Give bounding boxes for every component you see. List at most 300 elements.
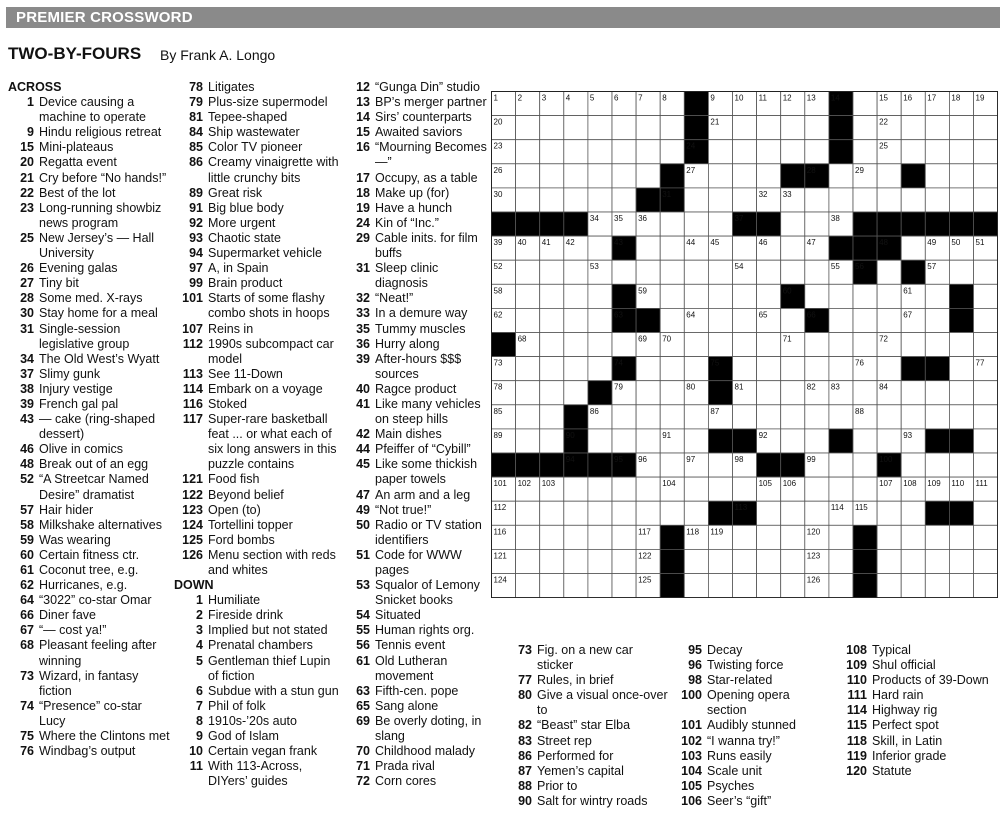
grid-cell[interactable] xyxy=(564,164,588,188)
grid-cell[interactable] xyxy=(540,501,564,525)
grid-cell[interactable] xyxy=(588,164,612,188)
grid-cell[interactable] xyxy=(588,236,612,260)
grid-cell[interactable] xyxy=(733,236,757,260)
grid-cell[interactable] xyxy=(612,260,636,284)
clue-item[interactable] xyxy=(8,669,170,699)
clue-item[interactable] xyxy=(8,261,170,276)
clue-item[interactable] xyxy=(8,608,170,623)
grid-cell[interactable] xyxy=(949,574,973,598)
clue-item[interactable] xyxy=(502,734,670,749)
clue-item[interactable] xyxy=(8,382,170,397)
clue-item[interactable] xyxy=(345,110,488,125)
grid-cell[interactable] xyxy=(660,236,684,260)
grid-cell[interactable] xyxy=(805,429,829,453)
clue-item[interactable] xyxy=(345,654,488,684)
clue-item[interactable] xyxy=(345,548,488,578)
clue-item[interactable] xyxy=(174,654,344,684)
grid-cell[interactable] xyxy=(636,260,660,284)
clue-item[interactable] xyxy=(174,744,344,759)
clue-item[interactable] xyxy=(8,231,170,261)
grid-cell[interactable] xyxy=(877,188,901,212)
grid-cell[interactable] xyxy=(925,453,949,477)
grid-cell[interactable] xyxy=(901,333,925,357)
grid-cell[interactable] xyxy=(540,140,564,164)
grid-cell[interactable] xyxy=(708,212,732,236)
grid-cell[interactable] xyxy=(733,188,757,212)
grid-cell[interactable] xyxy=(757,333,781,357)
grid-cell[interactable] xyxy=(974,549,998,573)
grid-cell[interactable] xyxy=(925,525,949,549)
grid-cell[interactable] xyxy=(636,116,660,140)
clue-item[interactable] xyxy=(345,714,488,744)
grid-cell[interactable] xyxy=(588,574,612,598)
grid-cell[interactable] xyxy=(901,453,925,477)
grid-cell[interactable] xyxy=(829,164,853,188)
clue-item[interactable] xyxy=(8,171,170,186)
grid-cell[interactable] xyxy=(829,333,853,357)
grid-cell[interactable] xyxy=(564,284,588,308)
grid-cell[interactable] xyxy=(974,116,998,140)
grid-cell[interactable] xyxy=(974,405,998,429)
grid-cell[interactable] xyxy=(540,405,564,429)
grid-cell[interactable] xyxy=(540,284,564,308)
grid-cell[interactable] xyxy=(516,381,540,405)
grid-cell[interactable] xyxy=(636,236,660,260)
grid-cell[interactable] xyxy=(974,333,998,357)
grid-cell[interactable] xyxy=(540,381,564,405)
grid-cell[interactable] xyxy=(684,405,708,429)
grid-cell[interactable] xyxy=(588,501,612,525)
clue-item[interactable] xyxy=(174,608,344,623)
grid-cell[interactable] xyxy=(949,260,973,284)
grid-cell[interactable] xyxy=(660,140,684,164)
grid-cell[interactable] xyxy=(829,453,853,477)
grid-cell[interactable] xyxy=(612,429,636,453)
grid-cell[interactable] xyxy=(853,453,877,477)
grid-cell[interactable] xyxy=(564,525,588,549)
grid-cell[interactable] xyxy=(925,333,949,357)
grid-cell[interactable] xyxy=(757,549,781,573)
grid-cell[interactable] xyxy=(564,260,588,284)
grid-cell[interactable] xyxy=(781,429,805,453)
clue-item[interactable] xyxy=(8,518,170,533)
clue-item[interactable] xyxy=(345,684,488,699)
grid-cell[interactable] xyxy=(588,549,612,573)
grid-cell[interactable] xyxy=(949,188,973,212)
grid-cell[interactable] xyxy=(612,501,636,525)
grid-cell[interactable] xyxy=(974,381,998,405)
grid-cell[interactable] xyxy=(708,260,732,284)
grid-cell[interactable] xyxy=(708,333,732,357)
clue-item[interactable] xyxy=(174,714,344,729)
clue-item[interactable] xyxy=(8,201,170,231)
grid-cell[interactable] xyxy=(636,140,660,164)
clue-item[interactable] xyxy=(8,125,170,140)
grid-cell[interactable] xyxy=(564,501,588,525)
clue-item[interactable] xyxy=(345,427,488,442)
clue-item[interactable] xyxy=(672,764,832,779)
grid-cell[interactable] xyxy=(901,549,925,573)
clue-item[interactable] xyxy=(174,533,344,548)
grid-cell[interactable] xyxy=(516,308,540,332)
clue-item[interactable] xyxy=(174,322,344,337)
clue-item[interactable] xyxy=(8,155,170,170)
grid-cell[interactable] xyxy=(660,381,684,405)
clue-item[interactable] xyxy=(8,472,170,502)
clue-item[interactable] xyxy=(502,749,670,764)
grid-cell[interactable] xyxy=(925,188,949,212)
grid-cell[interactable] xyxy=(612,405,636,429)
grid-cell[interactable] xyxy=(540,549,564,573)
grid-cell[interactable] xyxy=(516,116,540,140)
grid-cell[interactable] xyxy=(708,140,732,164)
clue-item[interactable] xyxy=(174,110,344,125)
grid-cell[interactable] xyxy=(540,116,564,140)
clue-item[interactable] xyxy=(502,643,670,673)
clue-item[interactable] xyxy=(8,352,170,367)
clue-item[interactable] xyxy=(672,718,832,733)
clue-item[interactable] xyxy=(8,533,170,548)
clue-item[interactable] xyxy=(838,764,1003,779)
grid-cell[interactable] xyxy=(974,164,998,188)
clue-item[interactable] xyxy=(672,643,832,658)
grid-cell[interactable] xyxy=(949,405,973,429)
grid-cell[interactable] xyxy=(757,574,781,598)
grid-cell[interactable] xyxy=(660,260,684,284)
clue-item[interactable] xyxy=(345,397,488,427)
clue-item[interactable] xyxy=(345,95,488,110)
grid-cell[interactable] xyxy=(660,284,684,308)
grid-cell[interactable] xyxy=(853,429,877,453)
grid-cell[interactable] xyxy=(636,477,660,501)
clue-item[interactable] xyxy=(502,688,670,718)
grid-cell[interactable] xyxy=(540,357,564,381)
grid-cell[interactable] xyxy=(588,333,612,357)
clue-item[interactable] xyxy=(838,658,1003,673)
grid-cell[interactable] xyxy=(733,140,757,164)
grid-cell[interactable] xyxy=(684,260,708,284)
grid-cell[interactable] xyxy=(757,140,781,164)
grid-cell[interactable] xyxy=(877,284,901,308)
clue-item[interactable] xyxy=(174,216,344,231)
grid-cell[interactable] xyxy=(636,405,660,429)
grid-cell[interactable] xyxy=(516,140,540,164)
clue-item[interactable] xyxy=(8,322,170,352)
grid-cell[interactable] xyxy=(516,549,540,573)
grid-cell[interactable] xyxy=(757,284,781,308)
grid-cell[interactable] xyxy=(901,381,925,405)
grid-cell[interactable] xyxy=(757,381,781,405)
grid-cell[interactable] xyxy=(925,116,949,140)
clue-item[interactable] xyxy=(174,186,344,201)
grid-cell[interactable] xyxy=(877,405,901,429)
clue-item[interactable] xyxy=(672,658,832,673)
clue-item[interactable] xyxy=(345,216,488,231)
grid-cell[interactable] xyxy=(636,429,660,453)
grid-cell[interactable] xyxy=(877,525,901,549)
grid-cell[interactable] xyxy=(733,284,757,308)
grid-cell[interactable] xyxy=(516,429,540,453)
grid-cell[interactable] xyxy=(733,333,757,357)
grid-cell[interactable] xyxy=(805,405,829,429)
grid-cell[interactable] xyxy=(660,405,684,429)
grid-cell[interactable] xyxy=(516,501,540,525)
clue-item[interactable] xyxy=(345,201,488,216)
grid-cell[interactable] xyxy=(588,140,612,164)
grid-cell[interactable] xyxy=(564,188,588,212)
grid-cell[interactable] xyxy=(708,284,732,308)
clue-item[interactable] xyxy=(8,412,170,442)
clue-item[interactable] xyxy=(838,718,1003,733)
clue-item[interactable] xyxy=(174,638,344,653)
grid-cell[interactable] xyxy=(781,212,805,236)
grid-cell[interactable] xyxy=(757,525,781,549)
clue-item[interactable] xyxy=(8,457,170,472)
grid-cell[interactable] xyxy=(974,429,998,453)
grid-cell[interactable] xyxy=(588,116,612,140)
grid-cell[interactable] xyxy=(877,501,901,525)
grid-cell[interactable] xyxy=(708,453,732,477)
grid-cell[interactable] xyxy=(925,381,949,405)
grid-cell[interactable] xyxy=(684,477,708,501)
clue-item[interactable] xyxy=(838,673,1003,688)
grid-cell[interactable] xyxy=(564,333,588,357)
grid-cell[interactable] xyxy=(974,188,998,212)
clue-item[interactable] xyxy=(8,623,170,638)
clue-item[interactable] xyxy=(174,155,344,185)
grid-cell[interactable] xyxy=(733,525,757,549)
clue-item[interactable] xyxy=(672,688,832,718)
clue-item[interactable] xyxy=(345,352,488,382)
clue-item[interactable] xyxy=(174,593,344,608)
clue-item[interactable] xyxy=(345,518,488,548)
grid-cell[interactable] xyxy=(901,405,925,429)
clue-item[interactable] xyxy=(345,457,488,487)
grid-cell[interactable] xyxy=(612,477,636,501)
grid-cell[interactable] xyxy=(974,260,998,284)
grid-cell[interactable] xyxy=(925,284,949,308)
clue-item[interactable] xyxy=(8,503,170,518)
grid-cell[interactable] xyxy=(660,453,684,477)
clue-item[interactable] xyxy=(174,125,344,140)
grid-cell[interactable] xyxy=(853,308,877,332)
grid-cell[interactable] xyxy=(564,116,588,140)
clue-item[interactable] xyxy=(345,503,488,518)
grid-cell[interactable] xyxy=(564,549,588,573)
grid-cell[interactable] xyxy=(636,357,660,381)
grid-cell[interactable] xyxy=(733,164,757,188)
grid-cell[interactable] xyxy=(805,477,829,501)
clue-item[interactable] xyxy=(8,729,170,744)
grid-cell[interactable] xyxy=(684,284,708,308)
clue-item[interactable] xyxy=(345,759,488,774)
grid-cell[interactable] xyxy=(949,549,973,573)
clue-item[interactable] xyxy=(502,673,670,688)
grid-cell[interactable] xyxy=(877,429,901,453)
grid-cell[interactable] xyxy=(853,92,877,116)
grid-cell[interactable] xyxy=(974,284,998,308)
grid-cell[interactable] xyxy=(829,574,853,598)
grid-cell[interactable] xyxy=(901,525,925,549)
clue-item[interactable] xyxy=(8,442,170,457)
grid-cell[interactable] xyxy=(636,501,660,525)
grid-cell[interactable] xyxy=(516,405,540,429)
grid-cell[interactable] xyxy=(708,308,732,332)
grid-cell[interactable] xyxy=(660,212,684,236)
grid-cell[interactable] xyxy=(901,236,925,260)
grid-cell[interactable] xyxy=(949,164,973,188)
grid-cell[interactable] xyxy=(877,357,901,381)
clue-item[interactable] xyxy=(345,231,488,261)
grid-cell[interactable] xyxy=(877,574,901,598)
grid-cell[interactable] xyxy=(733,308,757,332)
clue-item[interactable] xyxy=(174,759,344,789)
clue-item[interactable] xyxy=(8,291,170,306)
grid-cell[interactable] xyxy=(877,308,901,332)
clue-item[interactable] xyxy=(502,779,670,794)
grid-cell[interactable] xyxy=(853,116,877,140)
grid-cell[interactable] xyxy=(901,116,925,140)
clue-item[interactable] xyxy=(345,261,488,291)
grid-cell[interactable] xyxy=(564,477,588,501)
clue-item[interactable] xyxy=(345,623,488,638)
grid-cell[interactable] xyxy=(781,549,805,573)
grid-cell[interactable] xyxy=(516,525,540,549)
grid-cell[interactable] xyxy=(636,381,660,405)
clue-item[interactable] xyxy=(174,276,344,291)
grid-cell[interactable] xyxy=(949,140,973,164)
clue-item[interactable] xyxy=(345,322,488,337)
grid-cell[interactable] xyxy=(733,357,757,381)
grid-cell[interactable] xyxy=(564,574,588,598)
grid-cell[interactable] xyxy=(684,212,708,236)
grid-cell[interactable] xyxy=(684,333,708,357)
clue-item[interactable] xyxy=(174,367,344,382)
grid-cell[interactable] xyxy=(540,164,564,188)
crossword-grid[interactable] xyxy=(491,91,998,598)
clue-item[interactable] xyxy=(345,291,488,306)
clue-item[interactable] xyxy=(8,140,170,155)
grid-cell[interactable] xyxy=(805,116,829,140)
clue-item[interactable] xyxy=(838,749,1003,764)
clue-item[interactable] xyxy=(174,261,344,276)
clue-item[interactable] xyxy=(345,608,488,623)
grid-cell[interactable] xyxy=(853,188,877,212)
grid-cell[interactable] xyxy=(588,284,612,308)
grid-cell[interactable] xyxy=(781,140,805,164)
grid-cell[interactable] xyxy=(853,333,877,357)
clue-item[interactable] xyxy=(672,749,832,764)
clue-item[interactable] xyxy=(174,201,344,216)
grid-cell[interactable] xyxy=(564,308,588,332)
grid-cell[interactable] xyxy=(781,116,805,140)
clue-item[interactable] xyxy=(838,734,1003,749)
grid-cell[interactable] xyxy=(781,501,805,525)
grid-cell[interactable] xyxy=(612,116,636,140)
grid-cell[interactable] xyxy=(612,188,636,212)
clue-item[interactable] xyxy=(345,125,488,140)
clue-item[interactable] xyxy=(8,306,170,321)
clue-item[interactable] xyxy=(8,593,170,608)
grid-cell[interactable] xyxy=(684,429,708,453)
grid-cell[interactable] xyxy=(757,116,781,140)
grid-cell[interactable] xyxy=(612,140,636,164)
grid-cell[interactable] xyxy=(925,308,949,332)
clue-item[interactable] xyxy=(502,794,670,809)
clue-item[interactable] xyxy=(345,578,488,608)
clue-item[interactable] xyxy=(174,548,344,578)
grid-cell[interactable] xyxy=(829,188,853,212)
grid-cell[interactable] xyxy=(708,188,732,212)
grid-cell[interactable] xyxy=(974,525,998,549)
clue-item[interactable] xyxy=(174,80,344,95)
grid-cell[interactable] xyxy=(540,333,564,357)
grid-cell[interactable] xyxy=(853,140,877,164)
grid-cell[interactable] xyxy=(974,308,998,332)
grid-cell[interactable] xyxy=(781,357,805,381)
clue-item[interactable] xyxy=(345,306,488,321)
grid-cell[interactable] xyxy=(612,525,636,549)
grid-cell[interactable] xyxy=(708,164,732,188)
grid-cell[interactable] xyxy=(877,549,901,573)
grid-cell[interactable] xyxy=(588,357,612,381)
clue-item[interactable] xyxy=(345,382,488,397)
grid-cell[interactable] xyxy=(516,284,540,308)
grid-cell[interactable] xyxy=(829,308,853,332)
clue-item[interactable] xyxy=(174,95,344,110)
grid-cell[interactable] xyxy=(901,140,925,164)
grid-cell[interactable] xyxy=(949,525,973,549)
grid-cell[interactable] xyxy=(805,188,829,212)
clue-item[interactable] xyxy=(174,472,344,487)
grid-cell[interactable] xyxy=(829,477,853,501)
clue-item[interactable] xyxy=(345,638,488,653)
grid-cell[interactable] xyxy=(708,549,732,573)
grid-cell[interactable] xyxy=(612,549,636,573)
clue-item[interactable] xyxy=(174,623,344,638)
grid-cell[interactable] xyxy=(564,381,588,405)
clue-item[interactable] xyxy=(8,367,170,382)
grid-cell[interactable] xyxy=(877,164,901,188)
clue-item[interactable] xyxy=(345,337,488,352)
clue-item[interactable] xyxy=(8,95,170,125)
clue-item[interactable] xyxy=(174,382,344,397)
clue-item[interactable] xyxy=(345,774,488,789)
clue-item[interactable] xyxy=(345,186,488,201)
grid-cell[interactable] xyxy=(781,381,805,405)
clue-item[interactable] xyxy=(502,718,670,733)
grid-cell[interactable] xyxy=(901,501,925,525)
clue-item[interactable] xyxy=(174,699,344,714)
grid-cell[interactable] xyxy=(588,525,612,549)
clue-item[interactable] xyxy=(345,488,488,503)
grid-cell[interactable] xyxy=(516,188,540,212)
grid-cell[interactable] xyxy=(925,140,949,164)
grid-cell[interactable] xyxy=(684,357,708,381)
grid-cell[interactable] xyxy=(588,308,612,332)
grid-cell[interactable] xyxy=(974,140,998,164)
grid-cell[interactable] xyxy=(949,381,973,405)
grid-cell[interactable] xyxy=(733,477,757,501)
grid-cell[interactable] xyxy=(781,405,805,429)
clue-item[interactable] xyxy=(672,779,832,794)
grid-cell[interactable] xyxy=(660,308,684,332)
grid-cell[interactable] xyxy=(588,429,612,453)
grid-cell[interactable] xyxy=(925,405,949,429)
clue-item[interactable] xyxy=(8,548,170,563)
grid-cell[interactable] xyxy=(612,164,636,188)
grid-cell[interactable] xyxy=(805,357,829,381)
